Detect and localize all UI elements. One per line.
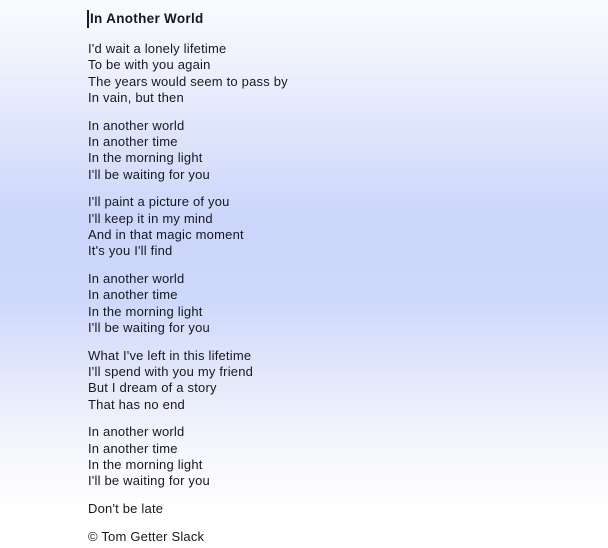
stanza-6-chorus xyxy=(88,424,608,489)
lyric-line: I'll be waiting for you xyxy=(88,166,210,182)
text-caret xyxy=(87,10,89,28)
lyric-line: What I've left in this lifetime xyxy=(88,347,252,363)
lyric-line: In the morning light xyxy=(88,150,203,166)
page-title: In Another World xyxy=(90,11,204,26)
stanza-4-chorus xyxy=(88,271,608,336)
lyric-line: I'll paint a picture of you xyxy=(88,194,230,210)
stanza-1 xyxy=(88,41,608,106)
lyric-line: But I dream of a story xyxy=(88,380,217,396)
lyric-line: I'll keep it in my mind xyxy=(88,210,213,226)
lyric-line: I'd wait a lonely lifetime xyxy=(88,41,227,56)
stanza-2-chorus xyxy=(88,118,608,183)
outro-line xyxy=(88,501,608,517)
lyric-line: And in that magic moment xyxy=(88,226,244,242)
lyric-line: It's you I'll find xyxy=(88,243,173,259)
lyric-line: The years would seem to pass by xyxy=(88,73,288,89)
lyric-line: In vain, but then xyxy=(88,89,184,105)
lyric-line: In another time xyxy=(88,133,178,149)
lyric-line: In another world xyxy=(88,117,185,133)
stanza-3 xyxy=(88,194,608,259)
lyric-line: I'll spend with you my friend xyxy=(88,364,254,380)
stanza-5 xyxy=(88,348,608,413)
lyric-line: In the morning light xyxy=(88,303,203,319)
lyric-line: I'll be waiting for you xyxy=(88,473,210,489)
copyright-line: © Tom Getter Slack xyxy=(88,528,205,544)
lyric-line: In the morning light xyxy=(88,457,203,473)
lyric-line: That has no end xyxy=(88,396,185,412)
lyric-line: In another time xyxy=(88,287,178,303)
lyric-line: In another world xyxy=(88,271,185,287)
title-row xyxy=(88,10,608,28)
lyric-line: To be with you again xyxy=(88,57,211,73)
lyric-line: I'll be waiting for you xyxy=(88,319,210,335)
lyric-line: Don't be late xyxy=(88,501,164,517)
lyric-line: In another time xyxy=(88,440,178,456)
lyric-line: In another world xyxy=(88,424,185,440)
